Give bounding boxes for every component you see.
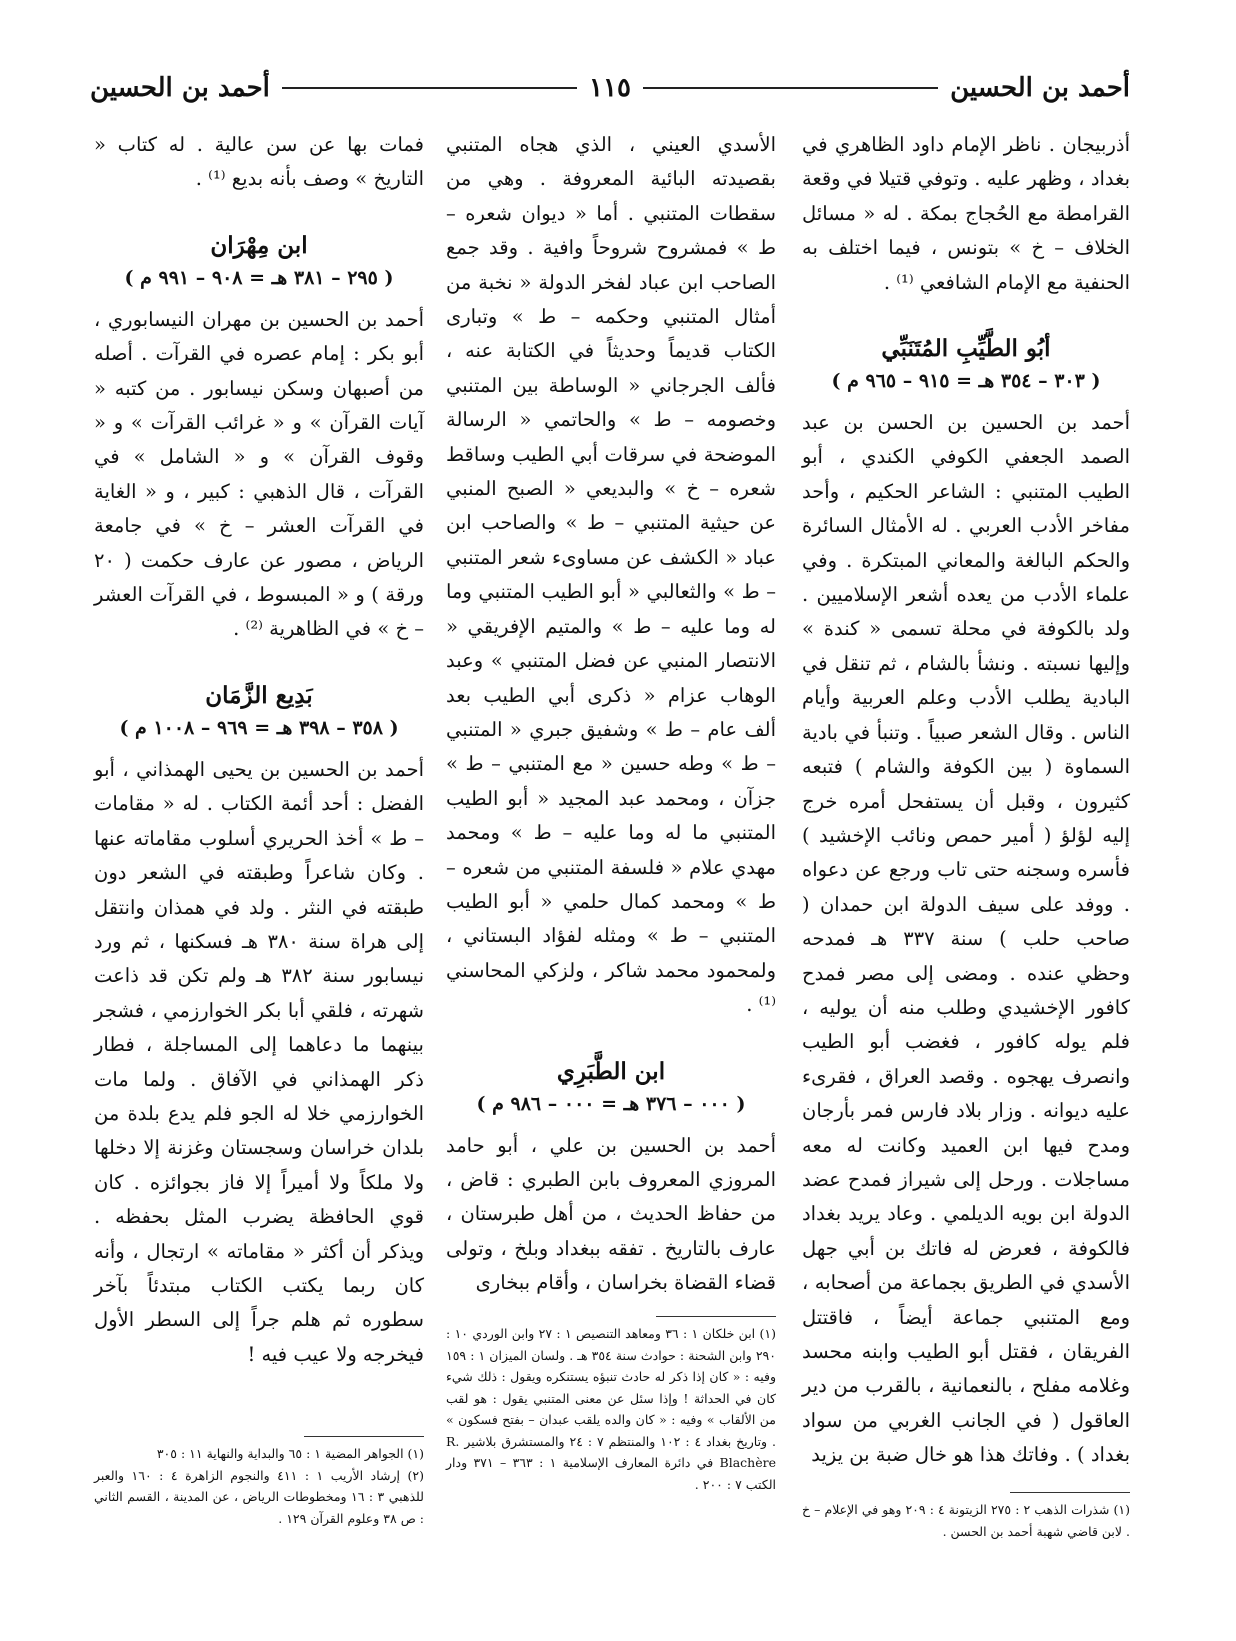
entry-title-ibn-mihran: ابن مِهْرَان (210, 231, 308, 259)
continued-entry-text: فمات بها عن سن عالية . له كتاب « التاريخ » وصف بأنه بديع ⁽¹⁾ . (94, 133, 424, 191)
column-middle (446, 128, 776, 1301)
running-head-left: أحمد بن الحسين (90, 73, 270, 103)
footnotes-middle (446, 1316, 776, 1495)
header-rule-left (282, 87, 577, 89)
footnote-divider (1010, 1492, 1130, 1493)
entry-dates-ibn-al-tabari: ( ٠٠٠ – ٣٧٦ هـ = ٠٠٠ – ٩٨٦ م ) (476, 1092, 746, 1115)
footnote-divider (656, 1316, 776, 1317)
footnote-divider (304, 1436, 424, 1437)
entry-text-ibn-mihran: أحمد بن الحسين بن مهران النيسابوري ، أبو بكر : إمام عصره في القرآت . أصله من أصبهان وسكن نيسابور . من كتبه « آيات القرآن » و « غرائب القرآت » و « وقوف القرآن » و « الشامل » في القرآت ، قال الذهبي : كبير ، و « الغاية في القرآت العشر – خ » في جامعة الرياض ، مصور عن عارف حكمت ( ٢٠ ورقة ) و « المبسوط ، في القرآت العشر – خ » في الظاهرية ⁽²⁾ . (94, 307, 424, 641)
entry-title-mutanabbi: أبُو الطَّيِّبِ المُتَنَبِّي (881, 335, 1051, 363)
footnotes-left (94, 1436, 424, 1529)
entry-text-ibn-al-tabari: أحمد بن الحسين بن علي ، أبو حامد المروزي المعروف بابن الطبري : قاض ، من حفاظ الحديث ، من أهل طبرستان ، عارف بالتاريخ . تفقه ببغداد وبلخ ، وتولى قضاء القضاة بخراسان ، وأقام ببخارى (446, 1133, 776, 1295)
entry-text-mutanabbi: أحمد بن الحسين بن الحسن بن عبد الصمد الجعفي الكوفي الكندي ، أبو الطيب المتنبي : الشاعر الحكيم ، وأحد مفاخر الأدب العربي . له الأمثال السائرة والحكم البالغة والمعاني المبتكرة . وفي علماء الأدب من يعده أشعر الإسلاميين . ولد بالكوفة في محلة تسمى « كندة » وإليها نسبته . ونشأ بالشام ، ثم تنقل في البادية يطلب الأدب وعلم العربية وأيام الناس . وقال الشعر صبياً . وتنبأ في بادية السماوة ( بين الكوفة والشام ) فتبعه كثيرون ، وقبل أن يستفحل أمره خرج إليه لؤلؤ ( أمير حمص ونائب الإخشيد ) فأسره وسجنه حتى تاب ورجع عن دعواه . ووفد على سيف الدولة ابن حمدان ( صاحب حلب ) سنة ٣٣٧ هـ فمدحه وحظي عنده . ومضى إلى مصر فمدح كافور الإخشيدي وطلب منه أن يوليه ، فلم يوله كافور ، فغضب أبو الطيب وانصرف يهجوه . وقصد العراق ، فقرىء عليه ديوانه . وزار بلاد فارس فمر بأرجان ومدح فيها ابن العميد وكانت له معه مساجلات . ورحل إلى شيراز فمدح عضد الدولة ابن بويه الديلمي . وعاد يريد بغداد فالكوفة ، فعرض له فاتك بن أبي جهل الأسدي في الطريق بجماعة من أصحابه ، ومع المتنبي جماعة أيضاً ، فاقتتل الفريقان ، فقتل أبو الطيب وابنه محسد وغلامه مفلح ، بالنعمانية ، بالقرب من دير العاقول ( في الجانب الغربي من سواد بغداد ) . وفاتك هذا هو خال ضبة بن يزيد (802, 411, 1130, 1467)
footnote: (١) ابن خلكان ١ : ٣٦ ومعاهد التنصيص ١ : ٢٧ وابن الوردي ١٠ : ٢٩٠ وابن الشحنة : حوادث سنة ٣٥٤ هـ . ولسان الميزان ١ : ١٥٩ وفيه : « كان إذا ذكر له حادث تنبؤه يستنكره ويقول : ذلك شيء كان في الحداثة ! وإذا سئل عن معنى المتنبي يقول : هو لقب من الألقاب » وفيه : « كان والده يلقب عبدان – بفتح فسكون » . وتاريخ بغداد ٤ : ١٠٢ والمنتظم ٧ : ٢٤ والمستشرق بلاشير R. Blachère في دائرة المعارف الإسلامية ١ : ٣٦٣ – ٣٧١ ودار الكتب ٧ : ٢٠٠ . (446, 1326, 776, 1492)
footnotes-right (802, 1492, 1130, 1542)
column-left (94, 128, 424, 1372)
footnote: (١) شذرات الذهب ٢ : ٢٧٥ الزيتونة ٤ : ٢٠٩ وهو في الإعلام – خ . لابن قاضي شهبة أحمد بن الحسن . (802, 1502, 1130, 1539)
page-header (90, 68, 1130, 108)
entry-title-ibn-al-tabari: ابن الطَّبَرِي (556, 1057, 666, 1085)
entry-dates-mutanabbi: ( ٣٠٣ – ٣٥٤ هـ = ٩١٥ – ٩٦٥ م ) (831, 370, 1101, 393)
page-number: ١١٥ (589, 73, 631, 103)
entry-text-badi-al-zaman: أحمد بن الحسين بن يحيى الهمذاني ، أبو الفضل : أحد أئمة الكتاب . له « مقامات – ط » أخذ الحريري أسلوب مقاماته عنها . وكان شاعراً وطبقته في الشعر دون طبقته في النثر . ولد في همذان وانتقل إلى هراة سنة ٣٨٠ هـ فسكنها ، ثم ورد نيسابور سنة ٣٨٢ هـ ولم تكن قد ذاعت شهرته ، فلقي أبا بكر الخوارزمي ، فشجر بينهما ما دعاهما إلى المساجلة ، فطار ذكر الهمذاني في الآفاق . ولما مات الخوارزمي خلا له الجو فلم يدع بلدة من بلدان خراسان وسجستان وغزنة إلا دخلها ولا ملكاً ولا أميراً إلا فاز بجوائزه . كان قوي الحافظة يضرب المثل بحفظه . ويذكر أن أكثر « مقاماته » ارتجال ، وأنه كان ربما يكتب الكتاب مبتدئاً بآخر سطوره ثم هلم جراً إلى السطر الأول فيخرجه ولا عيب فيه ! (94, 757, 424, 1366)
footnote: (٢) إرشاد الأريب ١ : ٤١١ والنجوم الزاهرة ٤ : ١٦٠ والعبر للذهبي ٣ : ١٦ ومخطوطات الرياض ، عن المدينة ، القسم الثاني : ص ٣٨ وعلوم القرآن ١٢٩ . (94, 1467, 424, 1526)
entry-title-badi-al-zaman: بَدِيع الزَّمَان (205, 681, 313, 709)
footnote: (١) الجواهر المضية ١ : ٦٥ والبداية والنهاية ١١ : ٣٠٥ (156, 1446, 424, 1461)
entry-dates-ibn-mihran: ( ٢٩٥ – ٣٨١ هـ = ٩٠٨ – ٩٩١ م ) (124, 266, 394, 289)
running-head-right: أحمد بن الحسين (950, 73, 1130, 103)
header-rule-right (643, 87, 938, 89)
entry-dates-badi-al-zaman: ( ٣٥٨ – ٣٩٨ هـ = ٩٦٩ – ١٠٠٨ م ) (119, 716, 399, 739)
continued-entry-text: أذربيجان . ناظر الإمام داود الظاهري في بغداد ، وظهر عليه . وتوفي قتيلا في وقعة القرامطة مع الحُجاج بمكة . له « مسائل الخلاف – خ » بتونس ، فيما اختلف به الحنفية مع الإمام الشافعي ⁽¹⁾ . (802, 133, 1130, 294)
column-right (802, 128, 1130, 1473)
continued-entry-text: الأسدي العيني ، الذي هجاه المتنبي بقصيدته البائية المعروفة . وهي من سقطات المتنبي . أما « ديوان شعره – ط » فمشروح شروحاً وافية . وقد جمع الصاحب ابن عباد لفخر الدولة « نخبة من أمثال المتنبي وحكمه – ط » وتبارى الكتاب قديماً وحديثاً في الكتابة عنه ، فألف الجرجاني « الوساطة بين المتنبي وخصومه – ط » والحاتمي « الرسالة الموضحة في سرقات أبي الطيب وساقط شعره – خ » والبديعي « الصبح المنبي عن حيثية المتنبي – ط » والصاحب ابن عباد « الكشف عن مساوىء شعر المتنبي – ط » والثعالبي « أبو الطيب المتنبي وما له وما عليه – ط » والمتيم الإفريقي « الانتصار المنبي عن فضل المتنبي » وعبد الوهاب عزام « ذكرى أبي الطيب بعد ألف عام – ط » وشفيق جبري « المتنبي – ط » وطه حسين « مع المتنبي – ط » جزآن ، ومحمد عبد المجيد « أبو الطيب المتنبي ما له وما عليه – ط » ومحمد مهدي علام « فلسفة المتنبي من شعره – ط » ومحمد كمال حلمي « أبو الطيب المتنبي – ط » ومثله لفؤاد البستاني ، ولمحمود محمد شاكر ، ولزكي المحاسني ⁽¹⁾ . (446, 133, 776, 1017)
